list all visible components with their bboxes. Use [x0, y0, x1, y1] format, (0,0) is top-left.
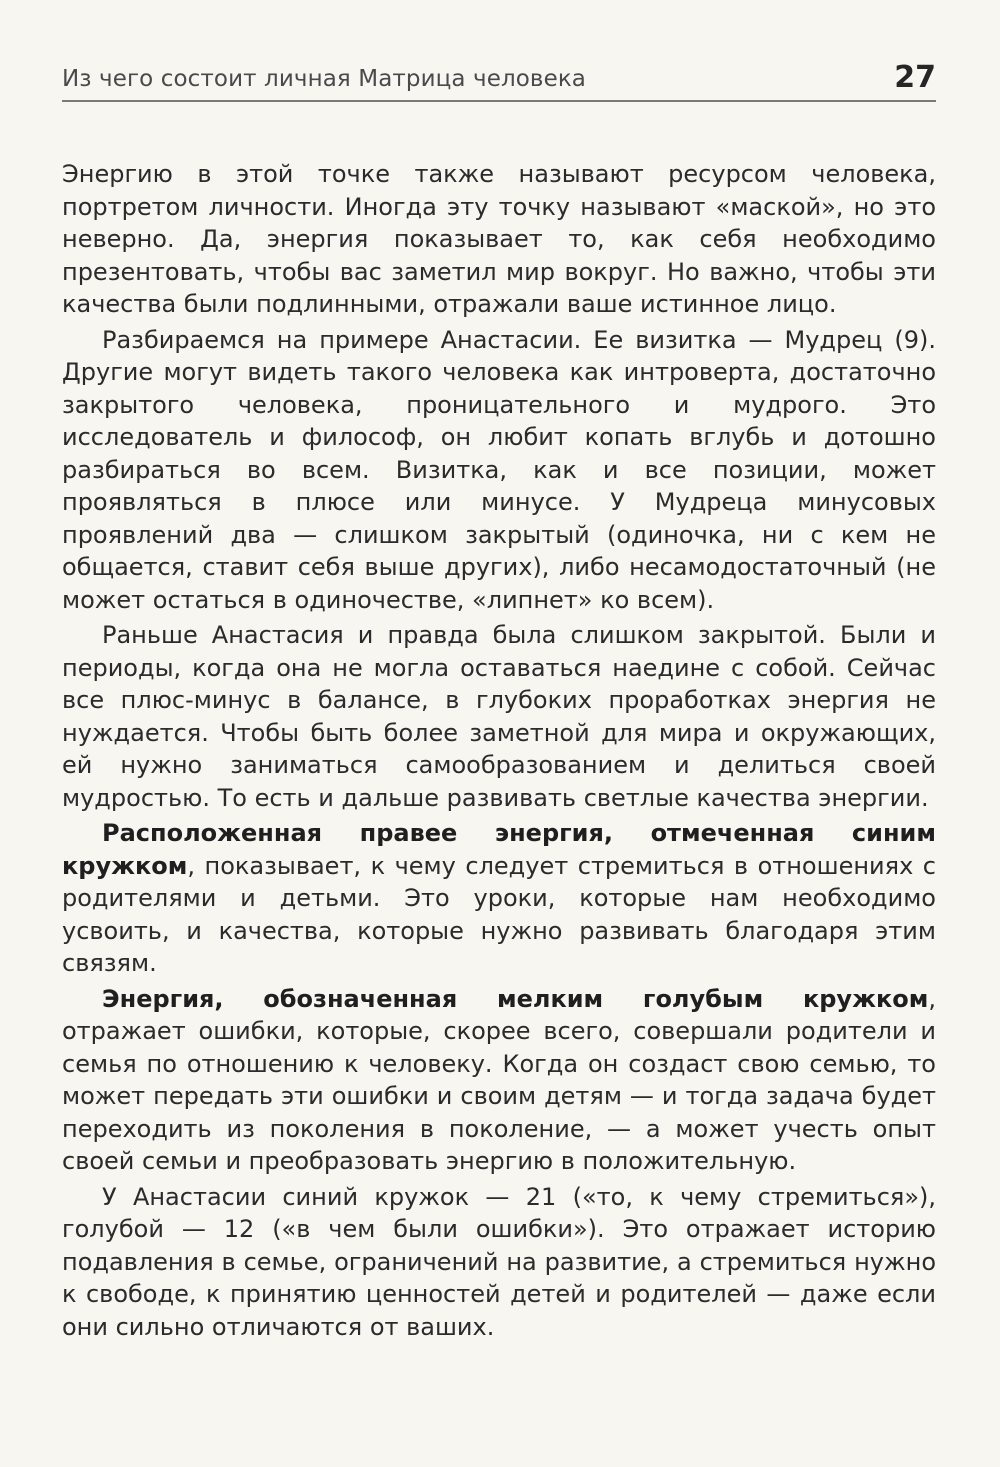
paragraph-4 — [62, 817, 936, 980]
paragraph-4-bold-term: Расположенная правее энергия, отмеченная синим кружком — [62, 819, 936, 880]
paragraph-5-bold-term: Энергия, обозначенная мелким голубым кружком — [102, 984, 929, 1013]
paragraph-3: Раньше Анастасия и правда была слишком закрытой. Были и периоды, когда она не могла оставаться наедине с собой. Сейчас все плюс-минус в балансе, в глубоких проработках энергия не нуждается. Чтобы быть более заметной для мира и окружающих, ей нужно заниматься самообразованием и делиться своей мудростью. То есть и дальше развивать светлые качества энергии. — [62, 621, 936, 812]
paragraph-6: У Анастасии синий кружок — 21 («то, к чему стремиться»), голубой — 12 («в чем были ошибки»). Это отражает историю подавления в семье, ограничений на развитие, а стремиться нужно к свободе, к принятию ценностей детей и родителей — даже если они сильно отличаются от ваших. — [62, 1182, 936, 1341]
running-header — [62, 58, 936, 102]
paragraph-2: Разбираемся на примере Анастасии. Ее визитка — Мудрец (9). Другие могут видеть такого человека как интроверта, достаточно закрытого человека, проницательного и мудрого. Это исследователь и философ, он любит копать вглубь и дотошно разбираться во всем. Визитка, как и все позиции, может проявляться в плюсе или минусе. У Мудреца минусовых проявлений два — слишком закрытый (одиночка, ни с кем не общается, ставит себя выше других), либо несамодостаточный (не может остаться в одиночестве, «липнет» ко всем). — [62, 325, 936, 614]
running-title: Из чего состоит личная Матрица человека — [62, 66, 587, 92]
paragraph-1: Энергию в этой точке также называют ресурсом человека, портретом личности. Иногда эту точку называют «маской», но это неверно. Да, энергия показывает то, как себя необходимо презентовать, чтобы вас заметил мир вокруг. Но важно, чтобы эти качества были подлинными, отражали ваше истинное лицо. — [62, 160, 936, 318]
paragraph-5-text: , отражает ошибки, которые, скорее всего, совершали родители и семья по отношению к человеку. Когда он создаст свою семью, то может передать эти ошибки и своим детям — и тогда задача будет переходить из поколения в поколение, — а может учесть опыт своей семьи и преобразовать энергию в положительную. — [62, 984, 936, 1175]
page-number: 27 — [894, 60, 936, 95]
paragraph-4-text: , показывает, к чему следует стремиться в отношениях с родителями и детьми. Это уроки, которые нам необходимо усвоить, и качества, которые нужно развивать благодаря этим связям. — [62, 851, 936, 977]
paragraph-5 — [62, 983, 936, 1178]
page-body — [62, 158, 936, 1343]
